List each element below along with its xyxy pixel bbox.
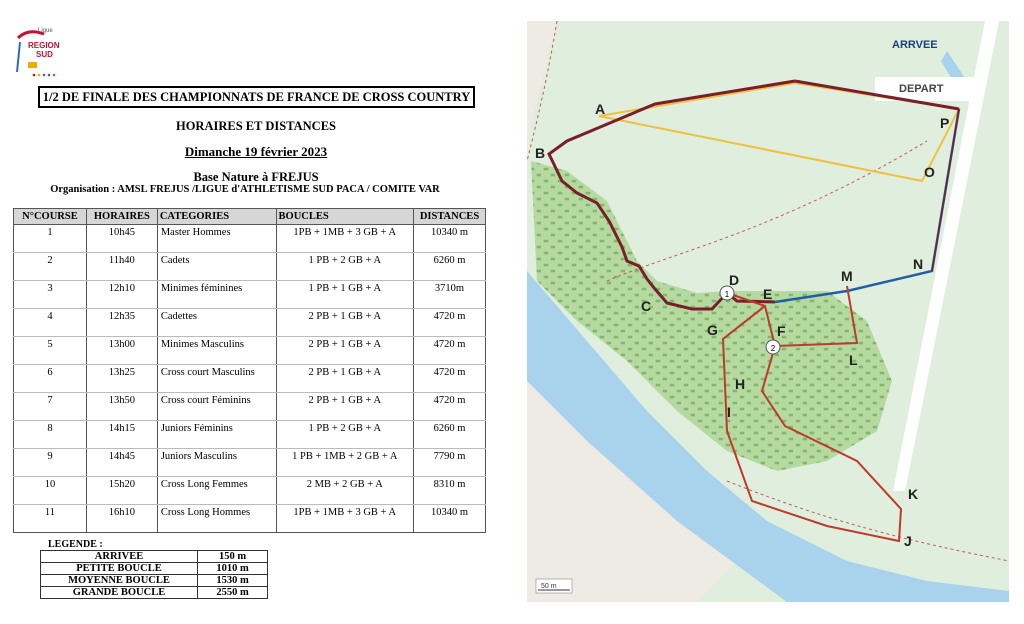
legend-value: 2550 m: [198, 587, 268, 599]
cell-boucles: 1PB + 1MB + 3 GB + A: [276, 505, 413, 533]
cell-horaire: 13h25: [86, 365, 157, 393]
point-e: E: [763, 286, 773, 302]
legend-table: [40, 550, 268, 599]
table-row: [14, 421, 486, 449]
cell-course: 3: [14, 281, 87, 309]
legend-label: PETITE BOUCLE: [41, 563, 198, 575]
cell-distance: 4720 m: [414, 393, 486, 421]
point-c: C: [641, 298, 652, 314]
cell-boucles: 2 PB + 1 GB + A: [276, 309, 413, 337]
point-h: H: [735, 376, 746, 392]
legend-row: [41, 587, 268, 599]
cell-course: 1: [14, 225, 87, 253]
cell-distance: 4720 m: [414, 337, 486, 365]
cell-distance: 10340 m: [414, 225, 486, 253]
table-row: [14, 505, 486, 533]
course-map: [527, 21, 1009, 602]
cell-course: 5: [14, 337, 87, 365]
cell-boucles: 1 PB + 1 GB + A: [276, 281, 413, 309]
cell-course: 10: [14, 477, 87, 505]
point-j: J: [904, 533, 912, 549]
point-d: D: [729, 272, 740, 288]
cell-horaire: 14h15: [86, 421, 157, 449]
table-row: [14, 477, 486, 505]
organisation: Organisation : AMSL FREJUS /LIGUE d'ATHLETISME SUD PACA / COMITE VAR: [50, 184, 440, 195]
point-n: N: [913, 256, 924, 272]
legend-value: 1530 m: [198, 575, 268, 587]
cell-boucles: 1 PB + 2 GB + A: [276, 253, 413, 281]
point-m: M: [841, 268, 853, 284]
subtitle: HORAIRES ET DISTANCES: [175, 119, 336, 133]
point-o: O: [924, 164, 935, 180]
cell-category: Cross court Masculins: [157, 365, 276, 393]
cell-horaire: 16h10: [86, 505, 157, 533]
cell-course: 8: [14, 421, 87, 449]
cell-distance: 4720 m: [414, 365, 486, 393]
point-l: L: [849, 352, 858, 368]
cell-boucles: 2 PB + 1 GB + A: [276, 337, 413, 365]
venue: Base Nature à FREJUS: [193, 170, 319, 184]
cell-category: Cross Long Femmes: [157, 477, 276, 505]
cell-boucles: 1 PB + 2 GB + A: [276, 421, 413, 449]
cell-course: 6: [14, 365, 87, 393]
cell-boucles: 2 PB + 1 GB + A: [276, 393, 413, 421]
legend-value: 1010 m: [198, 563, 268, 575]
cell-category: Cadettes: [157, 309, 276, 337]
cell-category: Cross Long Hommes: [157, 505, 276, 533]
cell-category: Juniors Masculins: [157, 449, 276, 477]
cell-course: 4: [14, 309, 87, 337]
cell-distance: 3710m: [414, 281, 486, 309]
cell-category: Master Hommes: [157, 225, 276, 253]
page-title: 1/2 DE FINALE DES CHAMPIONNATS DE FRANCE DE CROSS COUNTRY: [38, 86, 475, 108]
cell-distance: 8310 m: [414, 477, 486, 505]
legend-row: [41, 563, 268, 575]
scale-label: 50 m: [541, 583, 557, 590]
legend-label: MOYENNE BOUCLE: [41, 575, 198, 587]
cell-category: Minimes Masculins: [157, 337, 276, 365]
legend-value: 150 m: [198, 551, 268, 563]
cell-horaire: 12h35: [86, 309, 157, 337]
cell-course: 2: [14, 253, 87, 281]
table-row: [14, 225, 486, 253]
point-g: G: [707, 322, 718, 338]
cell-horaire: 13h50: [86, 393, 157, 421]
table-row: [14, 365, 486, 393]
cell-boucles: 1 PB + 1MB + 2 GB + A: [276, 449, 413, 477]
table-row: [14, 281, 486, 309]
table-row: [14, 337, 486, 365]
legend-row: [41, 575, 268, 587]
point-a: A: [595, 101, 606, 117]
event-date: Dimanche 19 février 2023: [184, 144, 328, 159]
logo-text-sud: SUD: [36, 50, 53, 59]
cell-distance: 10340 m: [414, 505, 486, 533]
cell-distance: 6260 m: [414, 421, 486, 449]
col-header-course: N°COURSE: [14, 209, 87, 225]
cell-distance: 4720 m: [414, 309, 486, 337]
cell-horaire: 14h45: [86, 449, 157, 477]
table-header-row: [14, 209, 486, 225]
cell-boucles: 1PB + 1MB + 3 GB + A: [276, 225, 413, 253]
schedule-table: [13, 208, 486, 533]
cell-category: Cross court Féminins: [157, 393, 276, 421]
table-row: [14, 393, 486, 421]
cell-boucles: 2 PB + 1 GB + A: [276, 365, 413, 393]
cell-horaire: 12h10: [86, 281, 157, 309]
col-header-categories: CATEGORIES: [157, 209, 276, 225]
cell-category: Cadets: [157, 253, 276, 281]
legend-label: ARRIVEE: [41, 551, 198, 563]
cell-horaire: 13h00: [86, 337, 157, 365]
point-b: B: [535, 145, 546, 161]
cell-boucles: 2 MB + 2 GB + A: [276, 477, 413, 505]
point-p: P: [940, 115, 950, 131]
depart-label: DEPART: [899, 83, 944, 95]
table-row: [14, 253, 486, 281]
point-k: K: [908, 486, 919, 502]
marker-2-label: 2: [770, 344, 776, 353]
marker-1-label: 1: [724, 290, 730, 299]
table-row: [14, 309, 486, 337]
cell-course: 9: [14, 449, 87, 477]
col-header-boucles: BOUCLES: [276, 209, 413, 225]
col-header-horaires: HORAIRES: [86, 209, 157, 225]
cell-category: Minimes féminines: [157, 281, 276, 309]
point-i: I: [727, 404, 731, 420]
cell-distance: 6260 m: [414, 253, 486, 281]
legend-label: GRANDE BOUCLE: [41, 587, 198, 599]
cell-course: 11: [14, 505, 87, 533]
cell-course: 7: [14, 393, 87, 421]
legend-title: LEGENDE :: [48, 539, 103, 550]
col-header-distances: DISTANCES: [414, 209, 486, 225]
point-f: F: [777, 323, 786, 339]
logo-text-ligue: Ligue: [38, 28, 53, 34]
cell-horaire: 11h40: [86, 253, 157, 281]
ligue-logo: [14, 24, 80, 80]
cell-category: Juniors Féminins: [157, 421, 276, 449]
logo-text-region: REGION: [28, 41, 60, 50]
cell-horaire: 10h45: [86, 225, 157, 253]
cell-horaire: 15h20: [86, 477, 157, 505]
cell-distance: 7790 m: [414, 449, 486, 477]
table-row: [14, 449, 486, 477]
legend-row: [41, 551, 268, 563]
arrivee-label: ARRVEE: [892, 39, 938, 51]
